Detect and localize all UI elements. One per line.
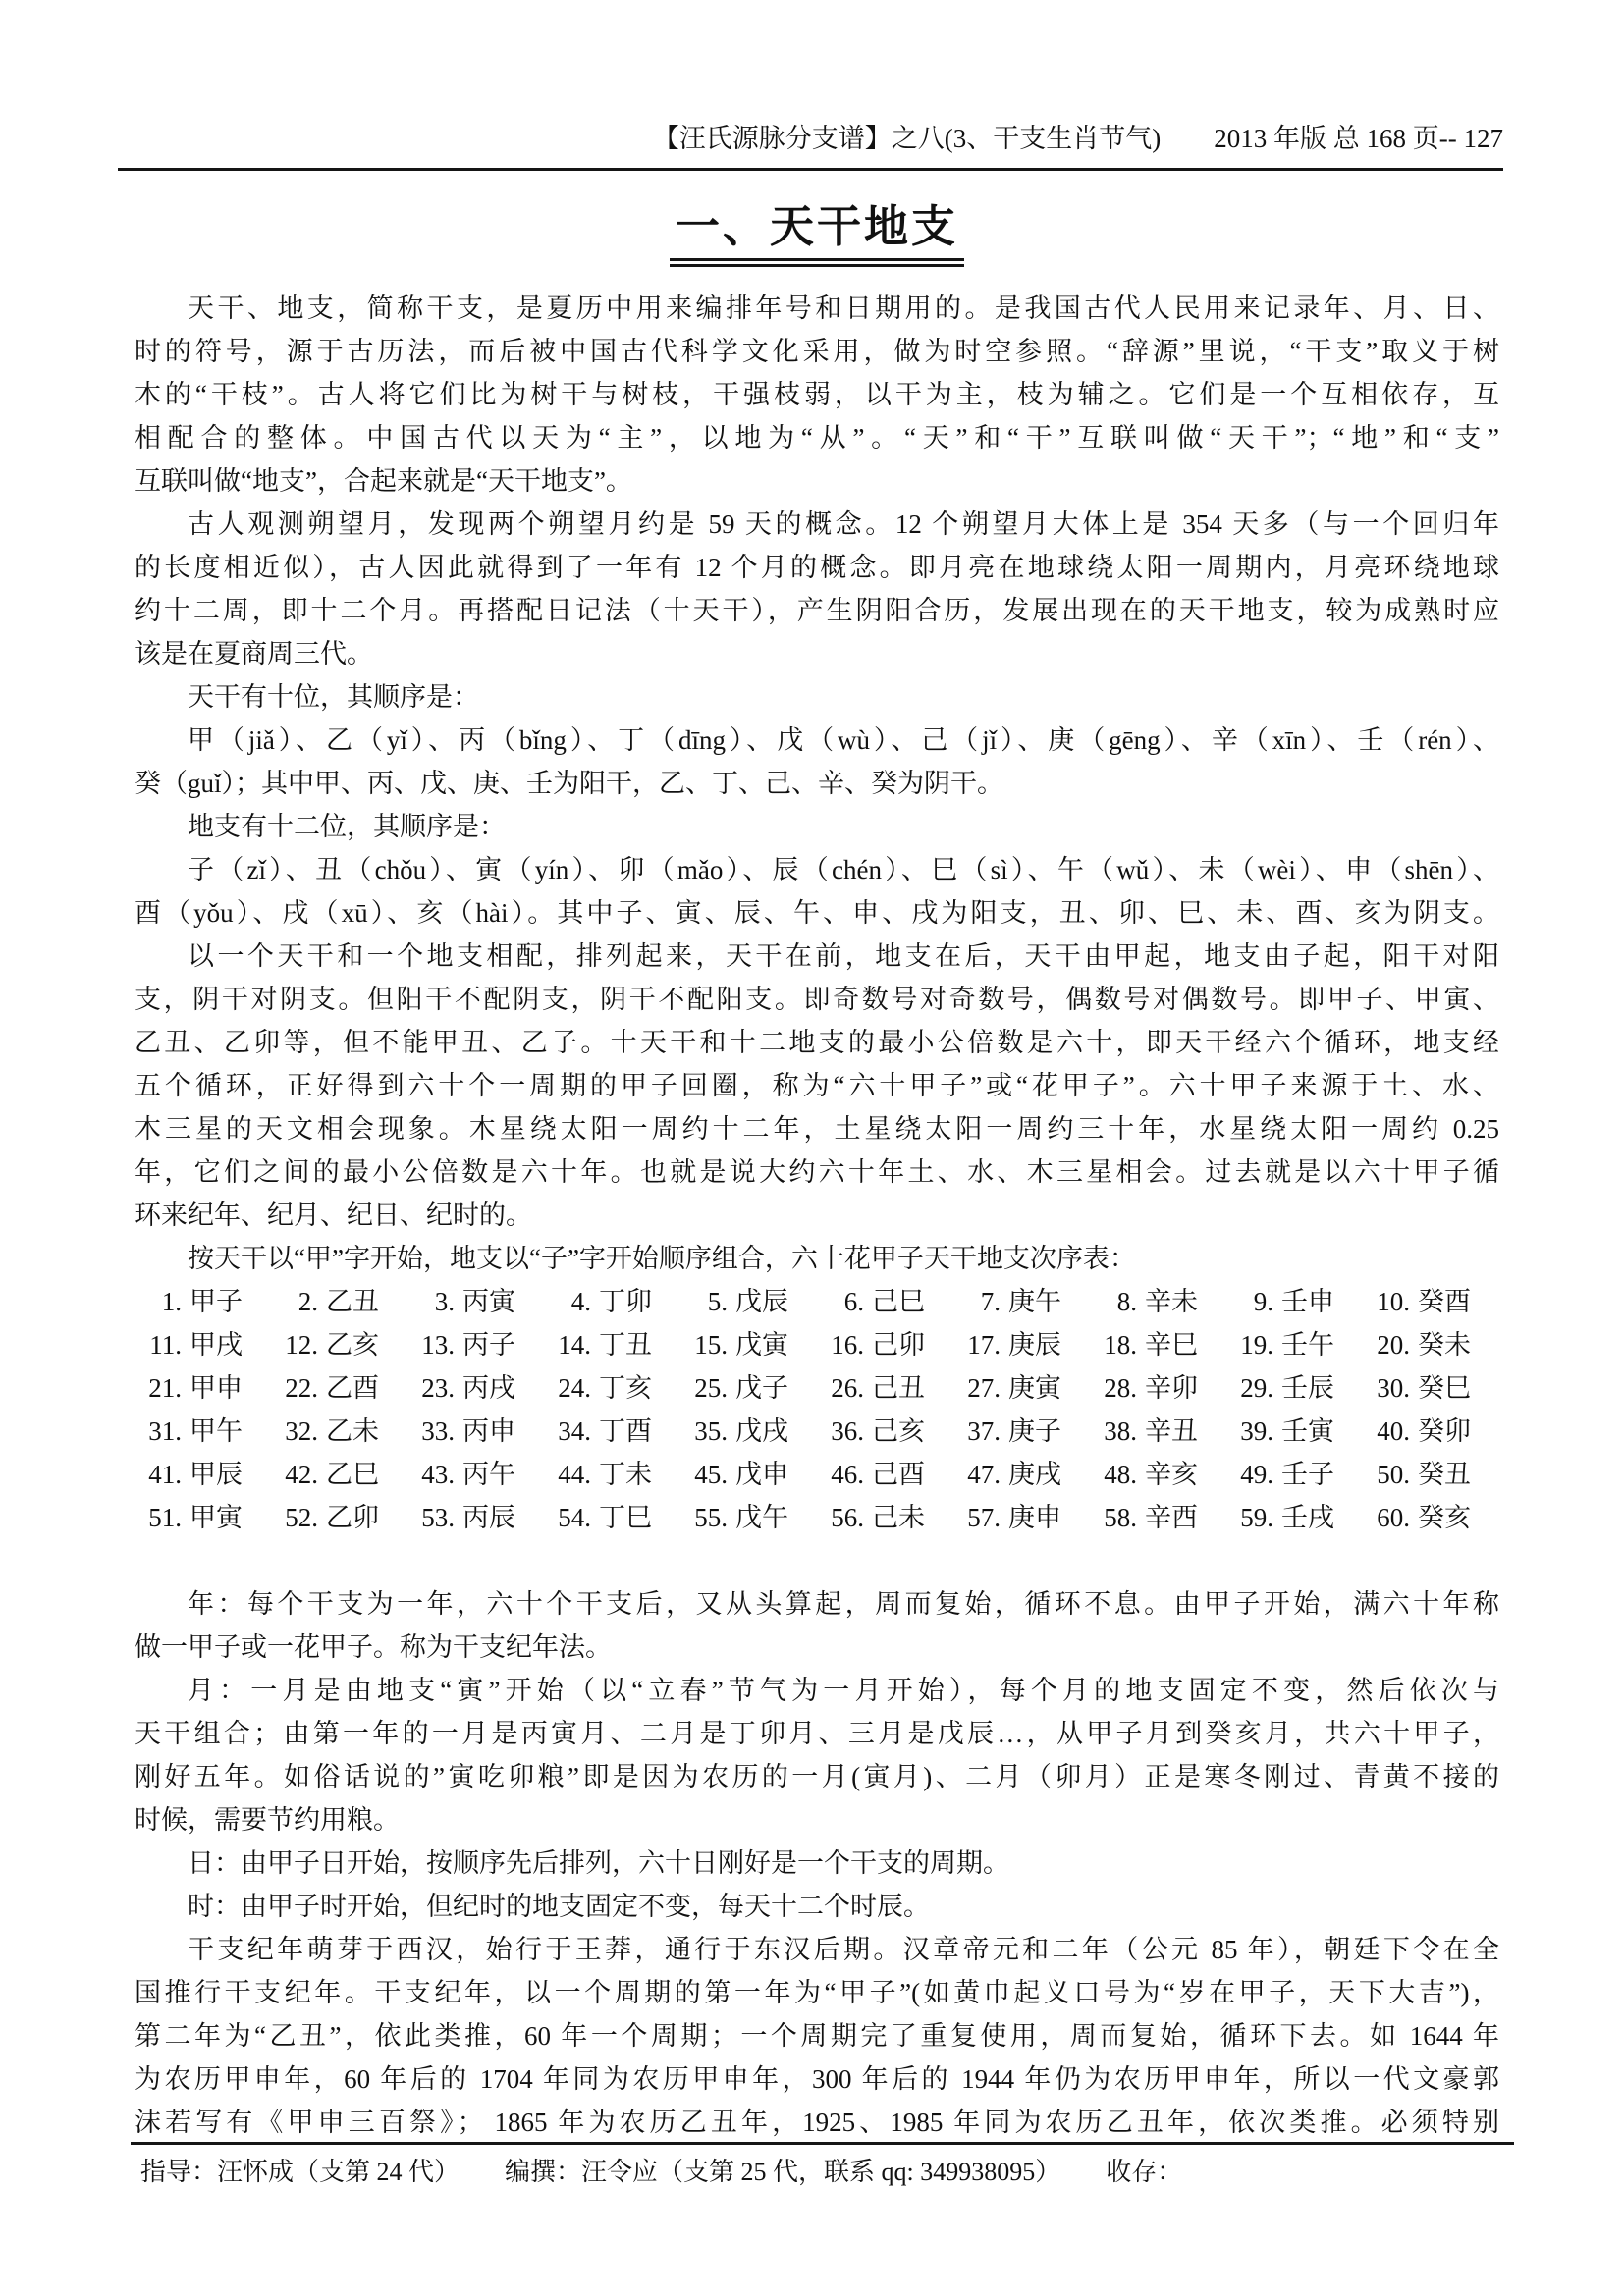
table-cell [407, 1496, 544, 1539]
blank-line [135, 1539, 1499, 1582]
table-cell [680, 1323, 817, 1366]
text-line: 刚好五年。如俗话说的”寅吃卯粮”即是因为农历的一月(寅月)、二月（卯月）正是寒冬刚过、青黄不接的 [135, 1762, 1499, 1791]
table-cell [271, 1366, 407, 1410]
cell-ganzhi: 壬辰 [1281, 1373, 1334, 1403]
cell-number: 12. [285, 1330, 318, 1360]
cell-number: 18. [1104, 1330, 1137, 1360]
table-cell [817, 1410, 953, 1453]
cell-ganzhi: 己丑 [872, 1373, 925, 1403]
paragraph [135, 1885, 1499, 1928]
footer-editor: 编撰：汪令应（支第 25 代，联系 qq: 349938095） [505, 2158, 1061, 2186]
cell-number: 36. [831, 1416, 864, 1446]
table-cell [407, 1280, 544, 1323]
cell-ganzhi: 己未 [872, 1503, 925, 1532]
cell-ganzhi: 丁未 [599, 1460, 652, 1489]
cell-ganzhi: 甲子 [189, 1287, 243, 1316]
table-cell [1363, 1453, 1499, 1496]
cell-ganzhi: 丁亥 [599, 1373, 652, 1403]
header-book-title: 【汪氏源脉分支谱】之八(3、干支生肖节气) [652, 124, 1162, 153]
cell-number: 47. [967, 1460, 1001, 1489]
cell-number: 26. [831, 1373, 864, 1403]
cell-ganzhi: 癸亥 [1418, 1503, 1471, 1532]
body-blocks [135, 287, 1499, 2144]
cell-number: 13. [421, 1330, 455, 1360]
cell-ganzhi: 庚戌 [1008, 1460, 1061, 1489]
cell-number: 7. [980, 1287, 1001, 1316]
title-wrap [135, 200, 1499, 267]
cell-ganzhi: 癸巳 [1418, 1373, 1471, 1403]
table-cell [1363, 1323, 1499, 1366]
table-cell [407, 1410, 544, 1453]
cell-number: 44. [558, 1460, 591, 1489]
cell-ganzhi: 甲戌 [189, 1330, 243, 1360]
cell-ganzhi: 辛未 [1145, 1287, 1198, 1316]
cell-number: 46. [831, 1460, 864, 1489]
table-row [135, 1453, 1499, 1496]
paragraph [135, 1669, 1499, 1842]
cell-ganzhi: 庚申 [1008, 1503, 1061, 1532]
page-header [118, 122, 1503, 171]
text-line: 年，它们之间的最小公倍数是六十年。也就是说大约六十年土、水、木三星相会。过去就是以六十甲子循 [135, 1157, 1499, 1187]
text-line: 月：一月是由地支“寅”开始（以“立春”节气为一月开始），每个月的地支固定不变，然后依次与 [188, 1676, 1499, 1705]
cell-number: 55. [694, 1503, 728, 1532]
cell-ganzhi: 乙巳 [326, 1460, 379, 1489]
cell-ganzhi: 辛巳 [1145, 1330, 1198, 1360]
text-line: 酉（yǒu）、戌（xū）、亥（hài）。其中子、寅、辰、午、申、戌为阳支，丑、卯、巳、未、酉、亥为阴支。 [135, 898, 1499, 928]
cell-ganzhi: 戊寅 [735, 1330, 788, 1360]
text-line: 互联叫做“地支”，合起来就是“天干地支”。 [135, 466, 632, 496]
paragraph [135, 934, 1499, 1237]
cell-ganzhi: 丙寅 [462, 1287, 515, 1316]
text-line: 沫若写有《甲申三百祭》； 1865 年为农历乙丑年，1925、1985 年同为农历乙丑年，依次类推。必须特别 [135, 2108, 1499, 2137]
cell-ganzhi: 己亥 [872, 1416, 925, 1446]
text-line: 时：由甲子时开始，但纪时的地支固定不变，每天十二个时辰。 [188, 1892, 930, 1921]
cell-ganzhi: 己巳 [872, 1287, 925, 1316]
cell-ganzhi: 乙丑 [326, 1287, 379, 1316]
table-cell [817, 1453, 953, 1496]
cell-ganzhi: 甲寅 [189, 1503, 243, 1532]
table-cell [1363, 1410, 1499, 1453]
table-cell [135, 1280, 271, 1323]
table-cell [544, 1323, 680, 1366]
text-line: 约十二周，即十二个月。再搭配日记法（十天干），产生阴阳合历，发展出现在的天干地支，较为成熟时应 [135, 596, 1499, 625]
cell-number: 21. [148, 1373, 182, 1403]
sixty-jiazi-table [135, 1280, 1499, 1539]
paragraph [135, 1237, 1499, 1280]
table-cell [1363, 1280, 1499, 1323]
cell-number: 39. [1240, 1416, 1273, 1446]
cell-ganzhi: 甲辰 [189, 1460, 243, 1489]
header-edition-page-number: 2013 年版 总 168 页-- 127 [1214, 124, 1503, 153]
cell-number: 50. [1377, 1460, 1410, 1489]
cell-ganzhi: 壬寅 [1281, 1416, 1334, 1446]
cell-number: 38. [1104, 1416, 1137, 1446]
cell-ganzhi: 癸酉 [1418, 1287, 1471, 1316]
table-cell [1090, 1496, 1226, 1539]
cell-number: 14. [558, 1330, 591, 1360]
cell-number: 58. [1104, 1503, 1137, 1532]
footer-advisor: 指导：汪怀成（支第 24 代） [140, 2158, 460, 2186]
table-cell [544, 1366, 680, 1410]
text-line: 第二年为“乙丑”，依此类推，60 年一个周期；一个周期完了重复使用，周而复始，循环下去。如 1644 年 [135, 2021, 1499, 2051]
cell-number: 17. [967, 1330, 1001, 1360]
cell-number: 49. [1240, 1460, 1273, 1489]
table-cell [135, 1453, 271, 1496]
cell-ganzhi: 壬午 [1281, 1330, 1334, 1360]
cell-number: 28. [1104, 1373, 1137, 1403]
cell-number: 48. [1104, 1460, 1137, 1489]
table-cell [953, 1280, 1090, 1323]
table-cell [1090, 1410, 1226, 1453]
cell-number: 29. [1240, 1373, 1273, 1403]
cell-ganzhi: 辛亥 [1145, 1460, 1198, 1489]
paragraph [135, 675, 1499, 719]
cell-number: 42. [285, 1460, 318, 1489]
cell-ganzhi: 庚寅 [1008, 1373, 1061, 1403]
cell-ganzhi: 辛卯 [1145, 1373, 1198, 1403]
table-cell [544, 1280, 680, 1323]
table-cell [680, 1410, 817, 1453]
page-footer [140, 2156, 1506, 2189]
paragraph [135, 1928, 1499, 2144]
table-cell [953, 1410, 1090, 1453]
cell-number: 25. [694, 1373, 728, 1403]
cell-ganzhi: 己卯 [872, 1330, 925, 1360]
table-cell [544, 1496, 680, 1539]
cell-number: 60. [1377, 1503, 1410, 1532]
table-cell [1226, 1453, 1363, 1496]
table-row [135, 1410, 1499, 1453]
cell-ganzhi: 壬戌 [1281, 1503, 1334, 1532]
cell-number: 30. [1377, 1373, 1410, 1403]
paragraph [135, 1582, 1499, 1669]
cell-ganzhi: 丙子 [462, 1330, 515, 1360]
text-line: 乙丑、乙卯等，但不能甲丑、乙子。十天干和十二地支的最小公倍数是六十，即天干经六个循环，地支经 [135, 1028, 1499, 1057]
cell-number: 31. [148, 1416, 182, 1446]
cell-number: 37. [967, 1416, 1001, 1446]
cell-ganzhi: 壬申 [1281, 1287, 1334, 1316]
text-line: 癸（guǐ）；其中甲、丙、戊、庚、壬为阳干，乙、丁、己、辛、癸为阴干。 [135, 769, 1003, 798]
page-title: 一、天干地支 [670, 200, 964, 267]
page-content [135, 200, 1499, 2144]
cell-number: 40. [1377, 1416, 1410, 1446]
cell-number: 6. [843, 1287, 864, 1316]
table-cell [680, 1280, 817, 1323]
table-cell [135, 1496, 271, 1539]
table-cell [407, 1366, 544, 1410]
table-cell [1363, 1496, 1499, 1539]
text-line: 时候，需要节约用粮。 [135, 1805, 400, 1835]
cell-number: 15. [694, 1330, 728, 1360]
cell-ganzhi: 乙未 [326, 1416, 379, 1446]
cell-number: 20. [1377, 1330, 1410, 1360]
cell-number: 53. [421, 1503, 455, 1532]
cell-number: 2. [298, 1287, 318, 1316]
table-cell [953, 1366, 1090, 1410]
text-line: 天干有十位，其顺序是： [188, 682, 479, 712]
cell-ganzhi: 丙午 [462, 1460, 515, 1489]
table-cell [271, 1453, 407, 1496]
table-cell [1226, 1496, 1363, 1539]
text-line: 木三星的天文相会现象。木星绕太阳一周约十二年，土星绕太阳一周约三十年，水星绕太阳一周约 0.25 [135, 1114, 1499, 1144]
table-cell [407, 1323, 544, 1366]
cell-ganzhi: 辛丑 [1145, 1416, 1198, 1446]
cell-ganzhi: 丙辰 [462, 1503, 515, 1532]
table-row [135, 1496, 1499, 1539]
table-cell [1226, 1280, 1363, 1323]
text-line: 地支有十二位，其顺序是： [188, 812, 506, 841]
cell-number: 56. [831, 1503, 864, 1532]
table-row [135, 1366, 1499, 1410]
cell-number: 22. [285, 1373, 318, 1403]
text-line: 木的“干枝”。古人将它们比为树干与树枝，干强枝弱，以干为主，枝为辅之。它们是一个互相依存，互 [135, 380, 1499, 409]
cell-ganzhi: 庚子 [1008, 1416, 1061, 1446]
table-row [135, 1323, 1499, 1366]
table-cell [1090, 1366, 1226, 1410]
cell-ganzhi: 癸丑 [1418, 1460, 1471, 1489]
cell-ganzhi: 戊午 [735, 1503, 788, 1532]
paragraph [135, 719, 1499, 805]
text-line: 为农历甲申年，60 年后的 1704 年同为农历甲申年，300 年后的 1944 年仍为农历甲申年，所以一代文豪郭 [135, 2064, 1499, 2094]
paragraph [135, 287, 1499, 503]
text-line: 五个循环，正好得到六十个一周期的甲子回圈，称为“六十甲子”或“花甲子”。六十甲子来源于土、水、 [135, 1071, 1499, 1100]
cell-ganzhi: 丙戌 [462, 1373, 515, 1403]
text-line: 以一个天干和一个地支相配，排列起来，天干在前，地支在后，天干由甲起，地支由子起，阳干对阳 [188, 941, 1499, 971]
table-cell [1226, 1366, 1363, 1410]
table-cell [680, 1496, 817, 1539]
cell-number: 23. [421, 1373, 455, 1403]
text-line: 该是在夏商周三代。 [135, 639, 373, 668]
cell-number: 43. [421, 1460, 455, 1489]
table-cell [271, 1410, 407, 1453]
cell-ganzhi: 甲午 [189, 1416, 243, 1446]
cell-number: 34. [558, 1416, 591, 1446]
text-line: 天干组合；由第一年的一月是丙寅月、二月是丁卯月、三月是戊辰…，从甲子月到癸亥月，共六十甲子， [135, 1719, 1499, 1748]
table-cell [407, 1453, 544, 1496]
cell-ganzhi: 丁酉 [599, 1416, 652, 1446]
table-cell [271, 1496, 407, 1539]
cell-number: 57. [967, 1503, 1001, 1532]
cell-number: 32. [285, 1416, 318, 1446]
cell-number: 59. [1240, 1503, 1273, 1532]
table-cell [1226, 1323, 1363, 1366]
cell-number: 10. [1377, 1287, 1410, 1316]
cell-number: 1. [161, 1287, 182, 1316]
cell-number: 3. [434, 1287, 455, 1316]
cell-ganzhi: 己酉 [872, 1460, 925, 1489]
table-cell [1090, 1323, 1226, 1366]
text-line: 做一甲子或一花甲子。称为干支纪年法。 [135, 1632, 612, 1662]
cell-number: 41. [148, 1460, 182, 1489]
text-line: 年：每个干支为一年，六十个干支后，又从头算起，周而复始，循环不息。由甲子开始，满六十年称 [188, 1589, 1499, 1619]
text-line: 日：由甲子日开始，按顺序先后排列，六十日刚好是一个干支的周期。 [188, 1848, 1009, 1878]
cell-number: 54. [558, 1503, 591, 1532]
paragraph [135, 848, 1499, 934]
text-line: 国推行干支纪年。干支纪年，以一个周期的第一年为“甲子”(如黄巾起义口号为“岁在甲子，天下大吉”)， [135, 1978, 1499, 2007]
text-line: 环来纪年、纪月、纪日、纪时的。 [135, 1201, 532, 1230]
text-line: 子（zǐ）、丑（chǒu）、寅（yín）、卯（mǎo）、辰（chén）、巳（sì）、午（wǔ）、未（wèi）、申（shēn）、 [188, 855, 1499, 884]
table-cell [1090, 1453, 1226, 1496]
table-cell [135, 1410, 271, 1453]
cell-number: 19. [1240, 1330, 1273, 1360]
table-cell [817, 1496, 953, 1539]
cell-ganzhi: 丙申 [462, 1416, 515, 1446]
text-line: 相配合的整体。中国古代以天为“主”，以地为“从”。“天”和“干”互联叫做“天干”；“地”和“支” [135, 423, 1499, 453]
cell-ganzhi: 癸卯 [1418, 1416, 1471, 1446]
cell-number: 45. [694, 1460, 728, 1489]
cell-ganzhi: 戊子 [735, 1373, 788, 1403]
footer-rule [131, 2142, 1514, 2145]
cell-number: 9. [1253, 1287, 1273, 1316]
table-cell [817, 1366, 953, 1410]
cell-number: 27. [967, 1373, 1001, 1403]
text-line: 支，阴干对阴支。但阳干不配阴支，阴干不配阳支。即奇数号对奇数号，偶数号对偶数号。即甲子、甲寅、 [135, 985, 1499, 1014]
cell-ganzhi: 乙亥 [326, 1330, 379, 1360]
cell-ganzhi: 戊戌 [735, 1416, 788, 1446]
table-cell [271, 1280, 407, 1323]
cell-number: 11. [149, 1330, 182, 1360]
table-cell [953, 1453, 1090, 1496]
table-cell [1226, 1410, 1363, 1453]
table-cell [817, 1323, 953, 1366]
text-line: 天干、地支，简称干支，是夏历中用来编排年号和日期用的。是我国古代人民用来记录年、月、日、 [188, 294, 1499, 323]
table-cell [135, 1366, 271, 1410]
table-cell [680, 1366, 817, 1410]
cell-number: 8. [1116, 1287, 1137, 1316]
footer-keeper: 收存： [1106, 2158, 1183, 2186]
table-cell [1090, 1280, 1226, 1323]
cell-number: 16. [831, 1330, 864, 1360]
cell-number: 5. [707, 1287, 728, 1316]
cell-ganzhi: 乙卯 [326, 1503, 379, 1532]
table-cell [271, 1323, 407, 1366]
text-line: 时的符号，源于古历法，而后被中国古代科学文化采用，做为时空参照。“辞源”里说，“干支”取义于树 [135, 337, 1499, 366]
cell-ganzhi: 戊申 [735, 1460, 788, 1489]
text-line: 按天干以“甲”字开始，地支以“子”字开始顺序组合，六十花甲子天干地支次序表： [188, 1244, 1136, 1273]
cell-ganzhi: 乙酉 [326, 1373, 379, 1403]
table-cell [817, 1280, 953, 1323]
table-cell [544, 1453, 680, 1496]
table-cell [680, 1453, 817, 1496]
cell-ganzhi: 庚辰 [1008, 1330, 1061, 1360]
cell-ganzhi: 癸未 [1418, 1330, 1471, 1360]
table-cell [953, 1496, 1090, 1539]
cell-ganzhi: 庚午 [1008, 1287, 1061, 1316]
table-cell [544, 1410, 680, 1453]
text-line: 古人观测朔望月，发现两个朔望月约是 59 天的概念。12 个朔望月大体上是 354 天多（与一个回归年 [188, 509, 1499, 539]
cell-ganzhi: 辛酉 [1145, 1503, 1198, 1532]
cell-ganzhi: 丁卯 [599, 1287, 652, 1316]
cell-ganzhi: 壬子 [1281, 1460, 1334, 1489]
cell-number: 24. [558, 1373, 591, 1403]
cell-number: 4. [570, 1287, 591, 1316]
cell-ganzhi: 丁巳 [599, 1503, 652, 1532]
text-line: 的长度相近似），古人因此就得到了一年有 12 个月的概念。即月亮在地球绕太阳一周期内，月亮环绕地球 [135, 553, 1499, 582]
cell-number: 52. [285, 1503, 318, 1532]
table-cell [135, 1323, 271, 1366]
paragraph [135, 805, 1499, 848]
text-line: 甲（jiǎ）、乙（yǐ）、丙（bǐng）、丁（dīng）、戊（wù）、己（jǐ）、庚（gēng）、辛（xīn）、壬（rén）、 [188, 725, 1499, 755]
cell-number: 35. [694, 1416, 728, 1446]
cell-number: 33. [421, 1416, 455, 1446]
cell-ganzhi: 甲申 [189, 1373, 243, 1403]
table-cell [1363, 1366, 1499, 1410]
paragraph [135, 503, 1499, 675]
text-line: 干支纪年萌芽于西汉，始行于王莽，通行于东汉后期。汉章帝元和二年（公元 85 年），朝廷下令在全 [188, 1935, 1499, 1964]
cell-number: 51. [148, 1503, 182, 1532]
cell-ganzhi: 戊辰 [735, 1287, 788, 1316]
paragraph [135, 1842, 1499, 1885]
table-cell [953, 1323, 1090, 1366]
cell-ganzhi: 丁丑 [599, 1330, 652, 1360]
table-row [135, 1280, 1499, 1323]
